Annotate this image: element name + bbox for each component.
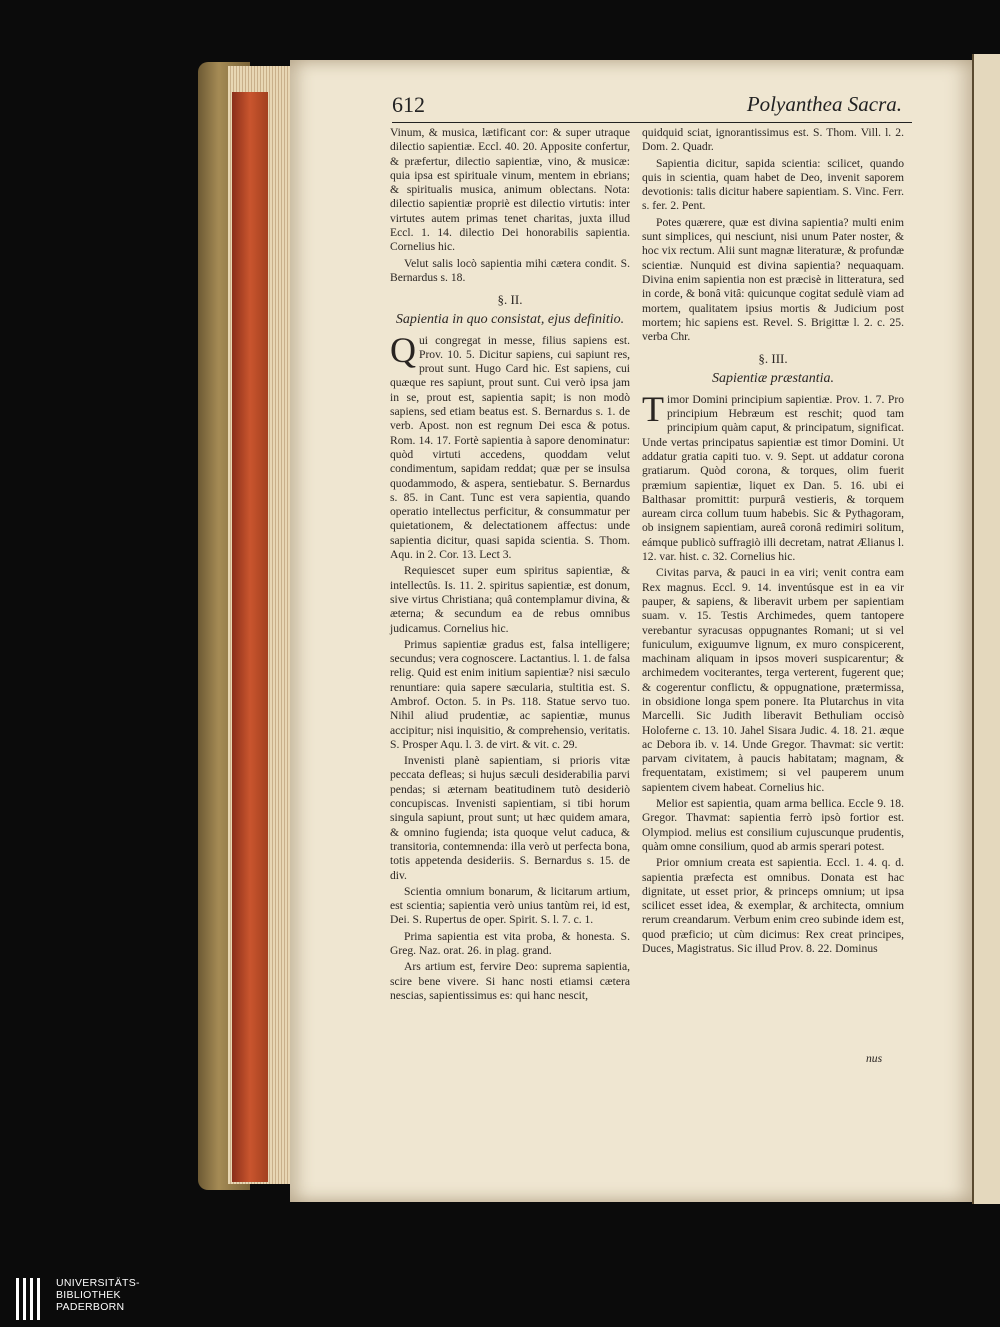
paragraph: Prima sapientia est vita proba, & honesta. S. Greg. Naz. orat. 26. in plag. grand.	[390, 929, 630, 958]
page-header	[392, 88, 912, 123]
library-logo-text	[56, 1277, 140, 1313]
section-label: §. II.	[497, 292, 523, 308]
left-column	[390, 126, 630, 1005]
paragraph: quidquid sciat, ignorantissimus est. S. Thom. Vill. l. 2. Dom. 2. Quadr.	[642, 126, 904, 154]
paragraph: Requiescet super eum spiritus sapientiæ, & intellectûs. Is. 11. 2. spiritus sapientiæ, est donum, sive virtus Christiana; quâ contemplamur divina, & æterna; & secundum ea de rebus omnibus judicamus. Cornelius hic.	[390, 564, 630, 635]
paragraph: Melior est sapientia, quam arma bellica. Eccle 9. 18. Gregor. Thavmat: sapientia ferrò ipsò fortior est. Olympiod. melius est consilium cujuscunque prudentis, quàm omne consilium, quod ab armis sperari potest.	[642, 797, 904, 853]
paragraph: Potes quærere, quæ est divina sapientia? multi enim sunt simplices, qui nesciunt, nisi unum Pater noster, & hoc vix rectum. Alii sunt magnæ literaturæ, & profundæ scientiæ. Nunquid est divina sapientia? nequaquam. Divina enim sapientia non est præcisè in litteratura, sed in corde, & bonâ vitâ: quicunque cogitat sedulè viam ad mortem, qualitatem ipsius mortis & Judicium post mortem; hic sapiens est. Revel. S. Brigittæ l. 2. c. 25. verba Chr.	[642, 215, 904, 344]
paragraph: Sapientia dicitur, sapida scientia: scilicet, quando quis in scientia, quam habet de Deo, invenit saporem devotionis: talis dicitur habere sapientiam. S. Vinc. Ferr. s. fer. 2. Pent.	[642, 156, 904, 213]
paragraph: Civitas parva, & pauci in ea viri; venit contra eam Rex magnus. Eccl. 9. 14. inventúsque est in ea vir pauper, & sapiens, & liberavit urbem per sapientiam suam. v. 15. Testis Archimedes, quem tantopere verebantur syracusas oppugnantes Romani; ut si vel funiculum, exiguumve lignum, ex muro conspicerent, machinam aliquam in ipsos moveri suspicarentur; & archimedem vociterantes, terga verterent, fugerent que; & cogerentur conflictu, & oppugnatione, prætermissa, in obsidione longa spem ponere. Ita Plutarchus in vita Marcelli. Sic Judith liberavit Bethuliam occisò Holoferne c. 13. 10. Jahel Sisara Judic. 4. 18. 21. æque ac Debora ib. v. 14. Unde Gregor. Thavmat: sic vertit: parvam civitatem, à paucis habitatam; magnam, & frequentatam, existimem; si vel pauperem unum sapientem civem habeat. Cornelius hic.	[642, 566, 904, 794]
right-column	[642, 126, 904, 958]
page-number: 612	[392, 92, 425, 117]
logo-line: PADERBORN	[56, 1301, 125, 1313]
book-page	[290, 60, 972, 1202]
dropcap: Q	[390, 329, 416, 370]
paragraph-text: ui congregat in messe, filius sapiens est. Prov. 10. 5. Dicitur sapiens, cui sapiunt res, prout sunt. Hugo Card hic. Est sapiens, cui quæque res sapiunt, prout sunt. Cui verò ipsa jam in se, prout est, sapientia sapit; is non modò sapiens, sed etiam beatus est. S. Bernardus s. 1. de verb. Apost. non est regnum Dei esca & potus. Rom. 14. 17. Fortè sapientia à sapore denominatur: quòd virtuti accedens, quoddam velut condimentum, sapidam reddat; quæ per se insulsa quodammodo, & aspera, sentiebatur. S. Bernardus s. 85. in Cant. Tunc est vera sapientia, quando operatio intellectus perficitur, & consummatur per quietationem, & delectationem affectus: unde sapientia dicitur, quasi sapida scientia. S. Thom. Aqu. in 2. Cor. 13. Lect 3.	[390, 333, 630, 562]
paragraph: Scientia omnium bonarum, & licitarum artium, est scientia; sapientia verò unius tantùm rei, id est, Dei. S. Rupertus de oper. Spirit. S. l. 7. c. 1.	[390, 884, 630, 927]
paragraph: Prior omnium creata est sapientia. Eccl. 1. 4. q. d. sapientia præfecta est omnibus. Donata est hac dignitate, ut esset prior, & princeps omnium; ut ipsa scilicet esset idea, & exemplar, & architecta, omnium rerum creandarum. Verbum enim creo subinde idem est, quod præficio; ut cùm dicimus: Rex creat principes, Duces, Magistratus. Sic illud Prov. 8. 22. Dominus	[642, 856, 904, 956]
section-title: Sapientia in quo consistat, ejus definitio.	[395, 311, 625, 327]
logo-line: BIBLIOTHEK	[56, 1289, 121, 1301]
running-title: Polyanthea Sacra.	[746, 92, 902, 116]
dropcap: T	[642, 388, 664, 429]
catchword: nus	[866, 1052, 883, 1065]
paragraph: Vinum, & musica, lætificant cor: & super utraque dilectio sapientiæ. Eccl. 40. 20. Apposite confertur, & præfertur, dilectio sapientiæ, vino, & musicæ: quia ipsa est spirituale vinum, mentem in ebrians; & spiritualis musica, animum oblectans. Nota: dilectio sapientiæ propriè est dilectio virtutis: inter virtutes autem primas tenet charitas, juxta illud Eccl. 1. 14. dilectio Dei honorabilis sapientia. Cornelius hic.	[390, 126, 630, 254]
paragraph: Ars artium est, fervire Deo: suprema sapientia, scire bene vivere. Si hanc nosti etiamsi cætera nescias, sapientissimus es: qui hanc nescit,	[390, 960, 630, 1002]
paragraph: Velut salis locò sapientia mihi cætera condit. S. Bernardus s. 18.	[390, 256, 630, 284]
logo-line: UNIVERSITÄTS-	[56, 1277, 140, 1289]
section-label: §. III.	[758, 351, 788, 367]
facing-page-edge	[972, 54, 1000, 1204]
paragraph-text: imor Domini principium sapientiæ. Prov. 1. 7. Pro principium Hebræum est reschit; quod tam principium quàm caput, & principatum, significat. Unde vertas principatus sapientiæ est timor Domini. Ut addatur gratia capiti tuo. v. 9. Sept. ut addatur corona gratiarum. Quòd corona, & torques, olim fuerit præmium sapientiæ, liquet ex Dan. 5. 16. ubi ei Balthasar promittit: purpurâ vestieris, & torquem auream circa collum tuum habebis. Sic & Pythagoram, ob insignem sapientiam, aureâ coronâ redimiri solitum, eámque publicò suffragiò illi decretam, natrat Ælianus l. 12. var. hist. c. 32. Cornelius hic.	[642, 392, 904, 564]
section-title: Sapientiæ præstantia.	[711, 370, 835, 386]
library-logo-icon	[16, 1278, 40, 1320]
red-page-edge	[232, 92, 268, 1182]
paragraph: Primus sapientiæ gradus est, falsa intelligere; secundus; vera cognoscere. Lactantius. l. 1. de falsa relig. Quid est enim initium sapientiæ? nisi sæculo renuntiare: quia sapere sæcularia, stultitia est. S. Ambrof. Octon. 5. in Ps. 118. Statue servo tuo. Nihil aliud prudentiæ, ac sapientiæ, munus accipitur; nisi inquisitio, & comprehensio, veritatis. S. Prosper Aqu. l. 3. de virt. & vit. c. 29.	[390, 637, 630, 751]
paragraph-with-dropcap	[642, 388, 904, 565]
paragraph-with-dropcap	[390, 329, 630, 563]
paragraph: Invenisti planè sapientiam, si prioris vitæ peccata defleas; si hujus sæculi desiderabilia parvi pendas; si æternam beatitudinem tutò desideriò concupiscas. Invenisti sapientiam, si tibi horum singula sapiunt, prout sunt; ut hæc quidem amara, & omnino fugienda; ista quoque velut caduca, & transitoria, contemnenda: illa verò ut perfecta bona, totis appetenda desideriis. S. Bernardus s. 15. de div.	[390, 754, 630, 882]
